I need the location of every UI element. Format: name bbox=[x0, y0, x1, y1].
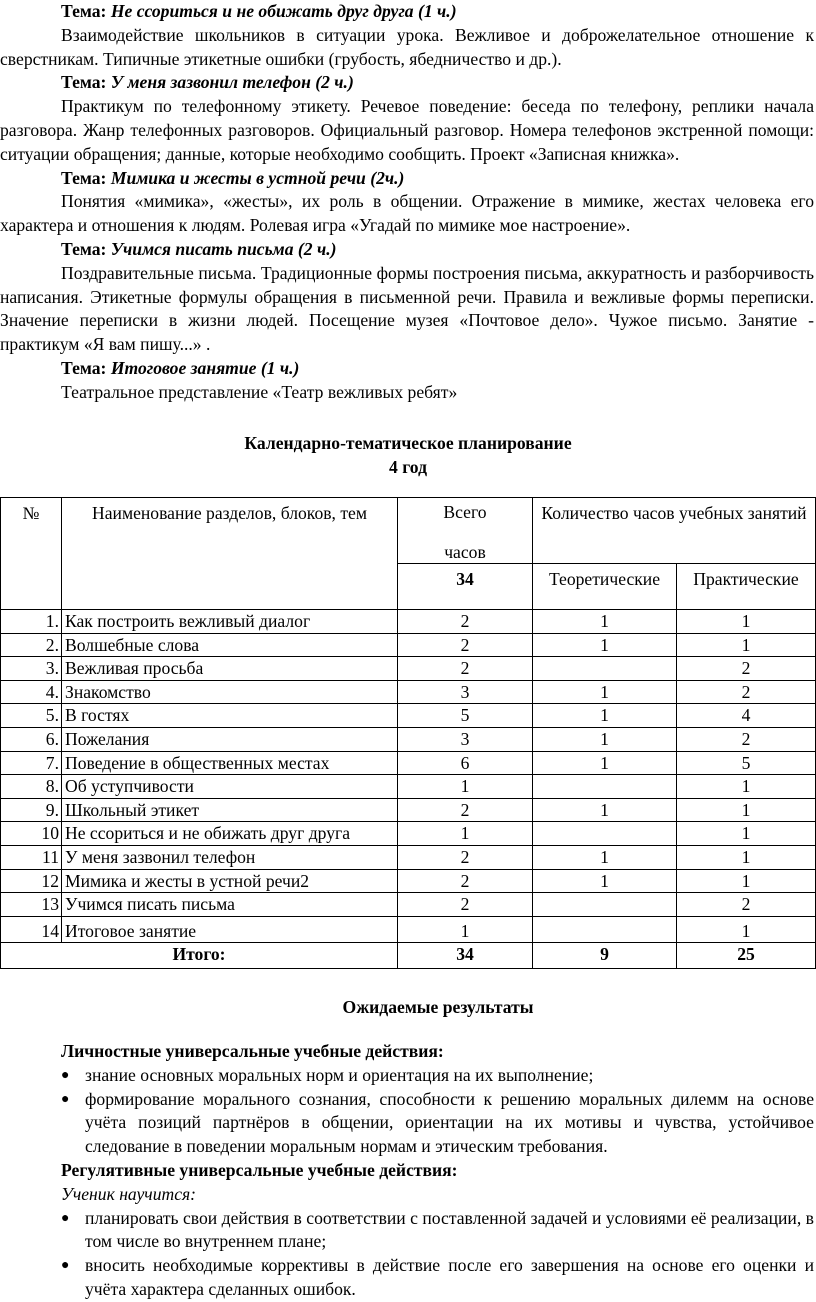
table-row bbox=[1, 845, 816, 869]
row-practice: 1 bbox=[677, 798, 816, 822]
row-practice: 4 bbox=[677, 704, 816, 728]
topic-text: Театральное представление «Театр вежливых ребят» bbox=[61, 381, 458, 402]
row-total: 1 bbox=[398, 775, 533, 799]
row-total: 2 bbox=[398, 869, 533, 893]
row-practice: 1 bbox=[677, 845, 816, 869]
row-name: Об уступчивости bbox=[62, 775, 398, 799]
row-name: Вежливая просьба bbox=[62, 657, 398, 681]
personal-list bbox=[0, 1064, 814, 1159]
topic-text: Практикум по телефонному этикету. Речевое поведение: беседа по телефону, реплики начала разговора. Жанр телефонных разговоров. Официальный разговор. Номера телефонов экстренной помощи: ситуации обращения; данные, которые необходимо сообщить. Проект «Записная книжка». bbox=[0, 96, 814, 164]
row-practice: 1 bbox=[677, 610, 816, 634]
row-name: Пожелания bbox=[62, 727, 398, 751]
list-item: ● знание основных моральных норм и ориентация на их выполнение; bbox=[0, 1064, 814, 1088]
topic-label: Тема: bbox=[61, 1, 107, 21]
row-theory: 1 bbox=[533, 751, 677, 775]
row-num: 11 bbox=[1, 845, 62, 869]
row-num: 10 bbox=[1, 822, 62, 846]
row-num: 2. bbox=[1, 633, 62, 657]
header-total-value: 34 bbox=[398, 564, 533, 610]
plan-title: Календарно-тематическое планирование bbox=[244, 433, 572, 453]
topic-title: Итоговое занятие (1 ч.) bbox=[110, 357, 300, 378]
topic-text: Взаимодействие школьников в ситуации урока. Вежливое и доброжелательное отношение к сверстникам. Типичные этикетные ошибки (грубость, ябедничество и др.). bbox=[0, 24, 814, 69]
table-row bbox=[1, 822, 816, 846]
header-total-top: Всего bbox=[443, 502, 487, 522]
row-total: 6 bbox=[398, 751, 533, 775]
topic-1 bbox=[0, 0, 814, 71]
topic-4 bbox=[0, 238, 814, 357]
row-name: В гостях bbox=[62, 704, 398, 728]
topic-heading bbox=[0, 0, 814, 24]
plan-subtitle: 4 год bbox=[389, 457, 427, 477]
topic-heading bbox=[0, 71, 814, 95]
topic-text: Понятия «мимика», «жесты», их роль в общении. Отражение в мимике, жестах человека его характера и отношения к людям. Ролевая игра «Угадай по мимике мое настроение». bbox=[0, 191, 814, 236]
row-theory bbox=[533, 916, 677, 942]
bullet-icon: ● bbox=[61, 1067, 70, 1083]
row-total: 3 bbox=[398, 727, 533, 751]
row-name: У меня зазвонил телефон bbox=[62, 845, 398, 869]
header-name: Наименование разделов, блоков, тем bbox=[62, 498, 398, 610]
header-hours: Количество часов учебных занятий bbox=[533, 498, 816, 564]
bullet-icon: ● bbox=[61, 1210, 70, 1226]
row-total: 2 bbox=[398, 657, 533, 681]
row-practice: 1 bbox=[677, 869, 816, 893]
row-name: Волшебные слова bbox=[62, 633, 398, 657]
row-total: 2 bbox=[398, 798, 533, 822]
topic-2 bbox=[0, 71, 814, 166]
row-num: 9. bbox=[1, 798, 62, 822]
plan-table bbox=[0, 497, 816, 969]
table-row bbox=[1, 798, 816, 822]
table-row bbox=[1, 869, 816, 893]
regulatory-heading: Регулятивные универсальные учебные действия: bbox=[61, 1159, 458, 1180]
total-hours: 34 bbox=[398, 942, 533, 968]
results-section bbox=[0, 1040, 814, 1302]
row-name: Учимся писать письма bbox=[62, 893, 398, 917]
row-total: 2 bbox=[398, 610, 533, 634]
row-num: 4. bbox=[1, 680, 62, 704]
row-name: Знакомство bbox=[62, 680, 398, 704]
row-num: 14 bbox=[1, 916, 62, 942]
personal-heading: Личностные универсальные учебные действия: bbox=[61, 1041, 444, 1061]
table-header-row bbox=[1, 498, 816, 564]
topic-label: Тема: bbox=[61, 238, 107, 259]
row-practice: 2 bbox=[677, 657, 816, 681]
table-row bbox=[1, 680, 816, 704]
topic-label: Тема: bbox=[61, 357, 107, 378]
topic-label: Тема: bbox=[61, 72, 107, 93]
topic-5 bbox=[0, 357, 814, 405]
table-total-row bbox=[1, 942, 816, 968]
row-theory: 1 bbox=[533, 610, 677, 634]
row-theory bbox=[533, 822, 677, 846]
row-total: 2 bbox=[398, 633, 533, 657]
row-num: 13 bbox=[1, 893, 62, 917]
row-practice: 2 bbox=[677, 727, 816, 751]
row-name: Как построить вежливый диалог bbox=[62, 610, 398, 634]
topic-title: Не ссориться и не обижать друг друга (1 ч.) bbox=[110, 1, 457, 21]
total-theory: 9 bbox=[533, 942, 677, 968]
table-row bbox=[1, 704, 816, 728]
list-item: ● формирование морального сознания, способности к решению моральных дилемм на основе учёта позиций партнёров в общении, ориентации на их мотивы и чувства, устойчивое следование в поведении моральным нормам и этическим требования. bbox=[61, 1088, 814, 1157]
total-practice: 25 bbox=[677, 942, 816, 968]
topic-heading bbox=[0, 167, 814, 191]
row-num: 6. bbox=[1, 727, 62, 751]
table-row bbox=[1, 610, 816, 634]
regulatory-list bbox=[0, 1207, 814, 1302]
row-theory: 1 bbox=[533, 798, 677, 822]
row-name: Мимика и жесты в устной речи2 bbox=[62, 869, 398, 893]
topic-heading bbox=[0, 357, 814, 381]
bullet-icon: ● bbox=[61, 1091, 70, 1107]
row-theory: 1 bbox=[533, 727, 677, 751]
header-practice: Практические bbox=[677, 564, 816, 610]
row-theory bbox=[533, 893, 677, 917]
row-theory: 1 bbox=[533, 704, 677, 728]
list-item: ● вносить необходимые коррективы в действие после его завершения на основе его оценки и учёта характера сделанных ошибок. bbox=[61, 1255, 814, 1299]
topic-text: Поздравительные письма. Традиционные формы построения письма, аккуратность и разборчивость написания. Этикетные формулы обращения в письменной речи. Правила и вежливые формы переписки. Значение переписки в жизни людей. Посещение музея «Почтовое дело». Чужое письмо. Занятие - практикум «Я вам пишу...» . bbox=[0, 262, 814, 355]
total-label: Итого: bbox=[1, 942, 398, 968]
row-theory: 1 bbox=[533, 680, 677, 704]
row-theory: 1 bbox=[533, 633, 677, 657]
topic-3 bbox=[0, 167, 814, 238]
header-total-bottom: часов bbox=[444, 542, 486, 562]
topic-title: У меня зазвонил телефон (2 ч.) bbox=[110, 72, 354, 93]
row-practice: 2 bbox=[677, 680, 816, 704]
row-theory bbox=[533, 775, 677, 799]
table-row bbox=[1, 633, 816, 657]
row-theory: 1 bbox=[533, 869, 677, 893]
row-practice: 1 bbox=[677, 916, 816, 942]
row-name: Поведение в общественных местах bbox=[62, 751, 398, 775]
row-practice: 1 bbox=[677, 633, 816, 657]
row-theory bbox=[533, 657, 677, 681]
row-practice: 2 bbox=[677, 893, 816, 917]
table-row bbox=[1, 727, 816, 751]
row-name: Не ссориться и не обижать друг друга bbox=[62, 822, 398, 846]
row-total: 1 bbox=[398, 822, 533, 846]
table-row bbox=[1, 893, 816, 917]
row-total: 2 bbox=[398, 893, 533, 917]
row-total: 3 bbox=[398, 680, 533, 704]
topics-section bbox=[0, 0, 814, 405]
row-theory: 1 bbox=[533, 845, 677, 869]
row-name: Итоговое занятие bbox=[62, 916, 398, 942]
row-num: 7. bbox=[1, 751, 62, 775]
row-name: Школьный этикет bbox=[62, 798, 398, 822]
topic-title: Учимся писать письма (2 ч.) bbox=[110, 238, 337, 259]
topic-title: Мимика и жесты в устной речи (2ч.) bbox=[110, 167, 405, 188]
header-total bbox=[398, 498, 533, 564]
list-item: ● планировать свои действия в соответствии с поставленной задачей и условиями её реализации, в том числе во внутреннем плане; bbox=[61, 1207, 814, 1252]
row-total: 1 bbox=[398, 916, 533, 942]
results-title: Ожидаемые результаты bbox=[342, 997, 534, 1017]
row-num: 3. bbox=[1, 657, 62, 681]
row-num: 5. bbox=[1, 704, 62, 728]
table-row bbox=[1, 657, 816, 681]
table-row bbox=[1, 775, 816, 799]
row-total: 2 bbox=[398, 845, 533, 869]
topic-label: Тема: bbox=[61, 167, 107, 188]
table-row bbox=[1, 916, 816, 942]
bullet-icon: ● bbox=[61, 1258, 70, 1274]
row-total: 5 bbox=[398, 704, 533, 728]
row-practice: 1 bbox=[677, 775, 816, 799]
row-num: 1. bbox=[1, 610, 62, 634]
row-practice: 5 bbox=[677, 751, 816, 775]
header-theory: Теоретические bbox=[533, 564, 677, 610]
row-num: 12 bbox=[1, 869, 62, 893]
row-num: 8. bbox=[1, 775, 62, 799]
regulatory-lead: Ученик научится: bbox=[61, 1183, 197, 1204]
topic-heading bbox=[0, 238, 814, 262]
header-num: № bbox=[1, 498, 62, 610]
table-row bbox=[1, 751, 816, 775]
row-practice: 1 bbox=[677, 822, 816, 846]
